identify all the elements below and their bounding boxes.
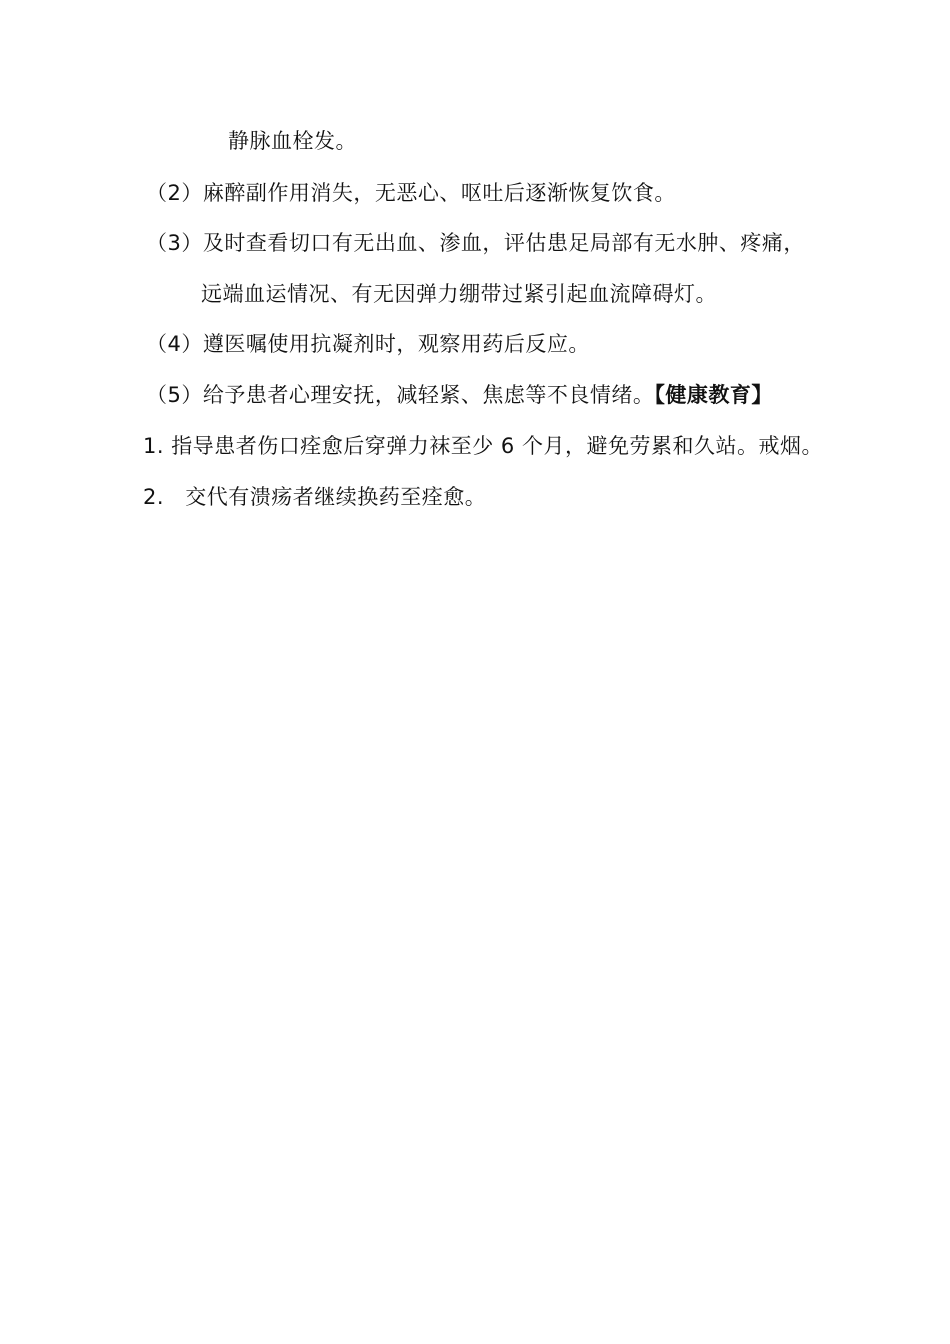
item-text: 遵医嘱使用抗凝剂时，观察用药后反应。 [202, 332, 590, 356]
education-number: 2. [143, 485, 165, 509]
continuation-text: 静脉血栓发。 [228, 129, 357, 153]
item-number: （3） [146, 231, 203, 255]
item-text: 及时查看切口有无出血、渗血，评估患足局部有无水肿、疼痛， [202, 231, 805, 255]
list-item [146, 229, 805, 257]
list-item [146, 179, 676, 207]
education-text: 指导患者伤口痊愈后穿弹力袜至少 6 个月，避免劳累和久站。戒烟。 [171, 434, 823, 458]
education-number: 1. [143, 434, 165, 458]
item-text: 麻醉副作用消失，无恶心、呕吐后逐渐恢复饮食。 [202, 181, 676, 205]
item-text: 给予患者心理安抚，减轻紧、焦虑等不良情绪。 [202, 383, 655, 407]
section-heading: 【健康教育】 [654, 383, 773, 407]
education-text: 交代有溃疡者继续换药至痊愈。 [185, 485, 487, 509]
list-item [146, 381, 773, 409]
education-item [143, 483, 486, 511]
education-item [143, 432, 823, 460]
item-number: （2） [146, 181, 203, 205]
item-number: （5） [146, 383, 203, 407]
list-item [146, 330, 590, 358]
item-number: （4） [146, 332, 203, 356]
item-text-continuation: 远端血运情况、有无因弹力绷带过紧引起血流障碍灯。 [201, 282, 717, 306]
